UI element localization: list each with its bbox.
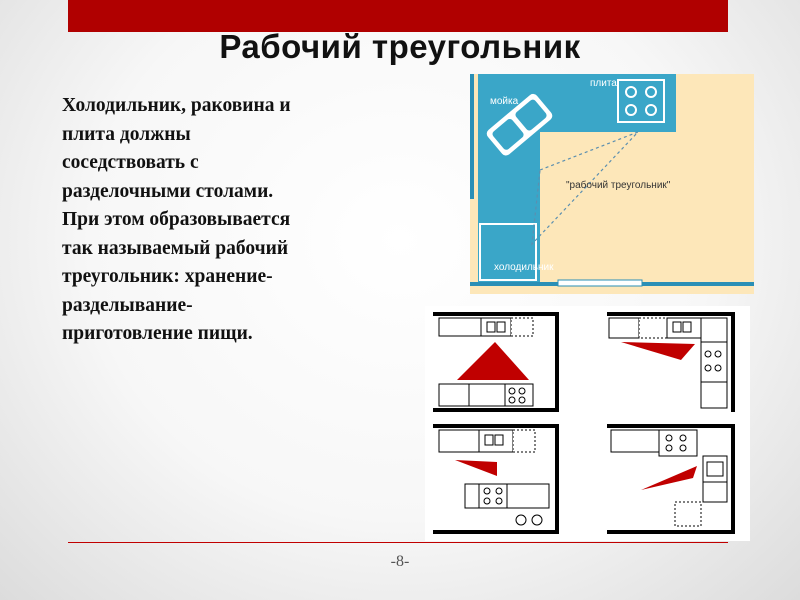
layout-diagrams-panel	[425, 306, 750, 541]
label-work-triangle: "рабочий треугольник"	[566, 180, 671, 191]
work-triangle	[457, 342, 529, 380]
work-triangle	[455, 460, 497, 476]
body-text: Холодильник, раковина и плита должны соседствовать с разделочными столами. При этом образовывается так называемый рабочий треугольник: хранение- разделывание- приготовление пищи.	[62, 95, 291, 344]
stove-icon	[618, 80, 664, 122]
label-fridge: холодильник	[494, 262, 554, 273]
bottom-divider	[68, 542, 728, 543]
work-triangle	[641, 466, 697, 490]
layout-diagram-1	[433, 312, 559, 412]
left-wall	[470, 74, 474, 199]
layout-diagram-4	[607, 424, 735, 534]
slide-title: Рабочий треугольник	[219, 28, 581, 65]
label-sink: мойка	[490, 96, 519, 107]
kitchen-plan-illustration	[470, 74, 754, 294]
page-number: -8-	[390, 553, 410, 570]
layout-diagram-2	[607, 312, 735, 412]
label-stove: плита	[590, 78, 617, 89]
window	[558, 280, 642, 286]
work-triangle	[621, 342, 695, 360]
layout-diagram-3	[433, 424, 559, 534]
